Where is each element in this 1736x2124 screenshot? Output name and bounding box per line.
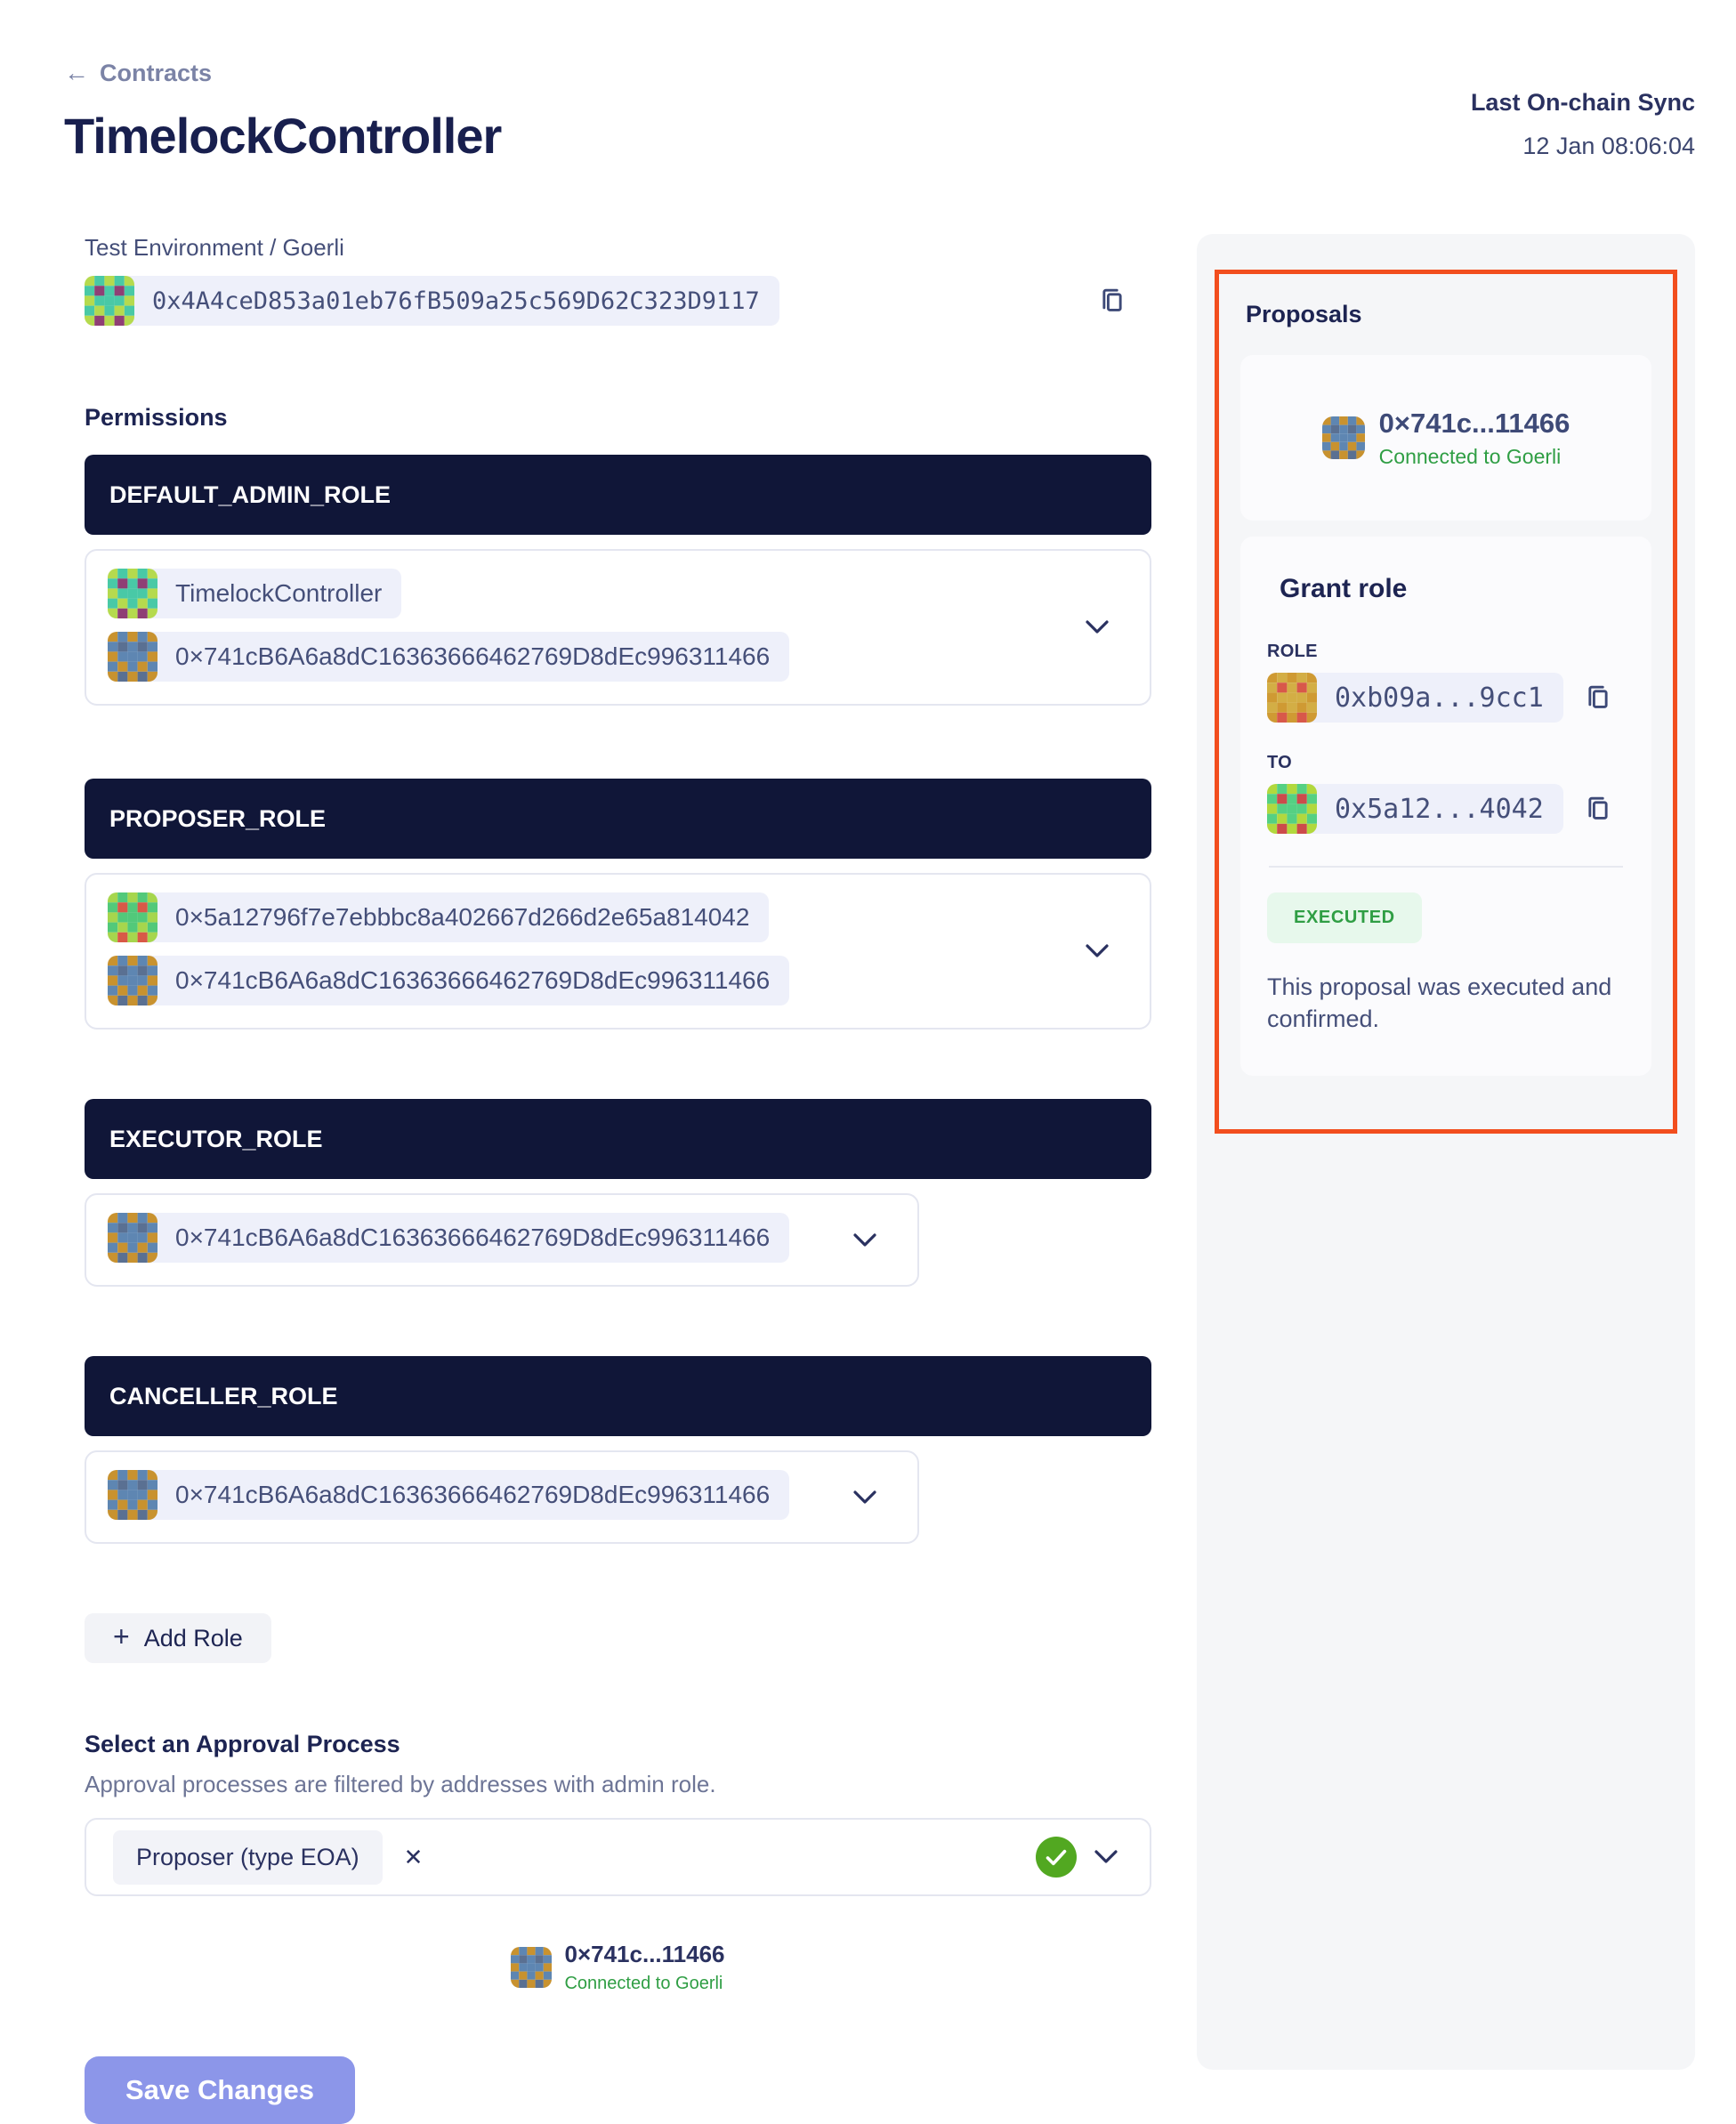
back-arrow-icon: ← [64,59,89,86]
role-field-row [1267,673,1625,723]
divider [1269,866,1623,868]
role-members [108,569,789,686]
last-sync-value: 12 Jan 08:06:04 [1522,133,1695,159]
copy-icon [1098,286,1126,316]
to-value-chip [1267,784,1563,834]
to-field-row [1267,784,1625,834]
add-role-label: Add Role [143,1624,243,1652]
proposals-panel [1197,234,1695,2070]
role-members [108,892,789,1010]
member-chip [108,892,769,942]
role-header-executor [85,1099,1151,1179]
selected-approval-chip: Proposer (type EOA) [113,1830,383,1885]
chevron-down-icon [1094,1850,1118,1864]
role-value-chip [1267,673,1563,723]
contract-blockie-avatar [85,276,134,326]
proposal-blockie-avatar [1322,416,1365,459]
role-member [108,1470,789,1524]
proposal-list-item[interactable] [1240,355,1651,521]
member-label: 0×741cB6A6a8dC16363666462769D8dEc996311466 [149,632,789,682]
role-card-canceller [85,1450,919,1544]
proposal-action-title: Grant role [1280,574,1408,603]
contract-address-chip [85,276,779,326]
connected-network: Connected to Goerli [564,1974,723,1993]
breadcrumb-label: Contracts [100,59,213,86]
main-column [85,234,1151,2124]
add-role-button[interactable] [85,1613,271,1663]
member-chip [108,1470,789,1520]
member-label: 0×5a12796f7e7ebbbc8a402667d266d2e65a814042 [149,892,769,942]
role-card-proposer [85,873,1151,1030]
role-field-label: ROLE [1267,642,1318,661]
member-label: 0×741cB6A6a8dC16363666462769D8dEc996311466 [149,956,789,1005]
breadcrumb-contracts[interactable] [64,59,212,87]
connected-blockie-avatar [511,1947,552,1988]
role-header-canceller [85,1356,1151,1436]
page-title: TimelockController [64,108,502,164]
role-blockie-avatar [1267,673,1317,723]
member-blockie-avatar [108,956,157,1005]
to-blockie-avatar [1267,784,1317,834]
remove-selection-button[interactable]: ✕ [403,1843,424,1870]
role-members [108,1470,789,1524]
open-select-button[interactable] [1089,1845,1123,1870]
role-member [108,1213,789,1267]
role-name: EXECUTOR_ROLE [109,1125,323,1152]
status-badge: EXECUTED [1267,892,1422,943]
member-blockie-avatar [108,892,157,942]
proposals-highlight-box [1215,270,1677,1134]
contract-address: 0x4A4ceD853a01eb76fB509a25c569D62C323D9117 [125,276,779,326]
proposal-network: Connected to Goerli [1378,444,1562,468]
role-name: PROPOSER_ROLE [109,804,327,832]
member-blockie-avatar [108,632,157,682]
connected-address: 0×741c...11466 [564,1941,725,1967]
expand-role-button[interactable] [1080,615,1114,640]
role-card-executor [85,1193,919,1287]
role-header-default-admin [85,455,1151,535]
chevron-down-icon [1086,620,1109,634]
member-blockie-avatar [108,1213,157,1263]
plus-icon: + [113,1620,130,1652]
check-icon [1046,1849,1067,1866]
member-blockie-avatar [108,1470,157,1520]
expand-role-button[interactable] [848,1485,882,1510]
role-name: DEFAULT_ADMIN_ROLE [109,481,392,508]
copy-to-button[interactable] [1580,790,1616,828]
valid-check-badge [1036,1837,1077,1878]
approval-process-select[interactable] [85,1818,1151,1896]
save-changes-button[interactable]: Save Changes [85,2056,355,2124]
topbar [0,0,1736,165]
proposals-heading: Proposals [1246,301,1362,327]
role-members [108,1213,789,1267]
member-chip [108,569,401,618]
approval-process-description: Approval processes are filtered by addresses with admin role. [85,1771,716,1797]
expand-role-button[interactable] [1080,939,1114,964]
last-sync-label: Last On-chain Sync [1470,89,1695,116]
member-chip [108,1213,789,1263]
member-label: 0×741cB6A6a8dC16363666462769D8dEc996311466 [149,1213,789,1263]
contract-address-row [85,276,1151,326]
environment-label: Test Environment / Goerli [85,234,344,261]
topbar-left [64,59,501,165]
proposal-address: 0×741c...11466 [1378,407,1570,439]
status-note: This proposal was executed and confirmed. [1267,973,1612,1032]
to-value: 0x5a12...4042 [1308,784,1563,834]
role-card-default-admin [85,549,1151,706]
proposal-details-card [1240,537,1651,1076]
member-label: TimelockController [149,569,401,618]
copy-role-button[interactable] [1580,679,1616,716]
role-member [108,569,789,623]
copy-icon [1584,682,1612,713]
role-member [108,956,789,1010]
member-blockie-avatar [108,569,157,618]
member-label: 0×741cB6A6a8dC16363666462769D8dEc996311466 [149,1470,789,1520]
member-chip [108,632,789,682]
permissions-heading: Permissions [85,404,228,431]
role-section-proposer [85,779,1151,1030]
expand-role-button[interactable] [848,1228,882,1253]
role-section-executor [85,1099,1151,1287]
role-name: CANCELLER_ROLE [109,1382,338,1409]
role-header-proposer [85,779,1151,859]
chevron-down-icon [853,1490,876,1505]
chevron-down-icon [853,1233,876,1248]
role-member [108,632,789,686]
chevron-down-icon [1086,944,1109,958]
connected-account [85,1941,1151,1994]
approval-process-heading: Select an Approval Process [85,1731,400,1757]
copy-address-button[interactable] [1094,282,1130,319]
copy-icon [1584,794,1612,824]
role-section-default-admin [85,455,1151,706]
content-columns [0,234,1736,2124]
member-chip [108,956,789,1005]
role-value: 0xb09a...9cc1 [1308,673,1563,723]
role-section-canceller [85,1356,1151,1544]
role-member [108,892,789,947]
last-sync-block [1471,89,1695,160]
to-field-label: TO [1267,753,1293,772]
